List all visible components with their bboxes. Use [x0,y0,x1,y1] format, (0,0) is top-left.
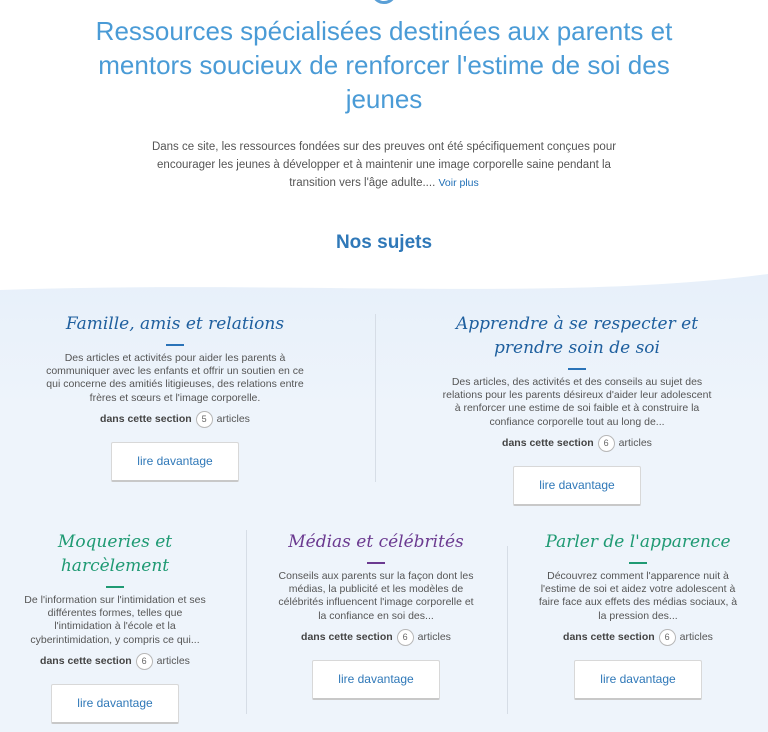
subject-card-apprendre [442,312,712,506]
card-description: De l'information sur l'intimidation et ses différentes formes, telles que l'intimidation à l'école et la cyberintimidation, y compris ce qui... [24,594,206,646]
read-more-button[interactable]: lire davantage [51,684,179,724]
title-underline [166,344,184,346]
card-description: Découvrez comment l'apparence nuit à l'estime de soi et aidez votre adolescent à faire face aux effets des médias sociaux, à la pression des... [538,570,738,622]
card-divider [246,530,247,714]
card-divider [375,314,376,482]
card-divider [507,546,508,714]
card-title: Moqueries et harcèlement [57,532,173,576]
section-label: dans cette section [40,655,132,668]
voir-plus-link[interactable]: Voir plus [438,177,479,189]
card-meta [276,629,476,646]
hero-description-text: Dans ce site, les ressources fondées sur des preuves ont été spécifiquement conçues pour encourager les jeunes à développer et à maintenir une image corporelle saine pendant la transition vers l'âge adulte.... [151,141,617,189]
title-underline [106,586,124,588]
subject-card-famille [40,312,310,482]
article-count-badge: 6 [659,629,676,646]
card-title: Famille, amis et relations [65,314,285,334]
read-more-button[interactable]: lire davantage [574,660,702,700]
read-more-button[interactable]: lire davantage [312,660,440,700]
section-label: dans cette section [100,413,192,426]
card-title: Médias et célébrités [288,532,464,552]
section-wave-decoration [0,272,768,300]
articles-label: articles [216,413,250,426]
section-label: dans cette section [301,631,393,644]
subject-card-moqueries [22,530,208,724]
articles-label: articles [417,631,451,644]
title-underline [629,562,647,564]
card-meta [442,435,712,452]
card-meta [22,653,208,670]
title-underline [367,562,385,564]
hero-description [134,138,634,192]
card-title: Parler de l'apparence [545,532,731,552]
card-description: Conseils aux parents sur la façon dont les médias, la publicité et les modèles de célébrités influencent l'image corporelle et la confiance en soi des... [278,570,474,622]
card-description: Des articles, des activités et des conseils au sujet des relations pour les parents désireux d'aider leur adolescent à renforcer une estime de soi faible et à construire la confiance corporelle tout au long de... [442,376,712,428]
read-more-button[interactable]: lire davantage [111,442,239,482]
title-underline [568,368,586,370]
card-meta [536,629,740,646]
card-title: Apprendre à se respecter et prendre soin de soi [455,314,699,358]
read-more-button[interactable]: lire davantage [513,466,641,506]
subject-card-apparence [536,530,740,700]
hero-title: Ressources spécialisées destinées aux parents et mentors soucieux de renforcer l'estime de soi des jeunes [95,16,673,114]
article-count-badge: 6 [397,629,414,646]
articles-label: articles [618,437,652,450]
article-count-badge: 5 [196,411,213,428]
articles-label: articles [679,631,713,644]
article-count-badge: 6 [598,435,615,452]
subjects-heading: Nos sujets [335,232,433,253]
section-label: dans cette section [563,631,655,644]
subject-card-medias [276,530,476,700]
articles-label: articles [156,655,190,668]
card-description: Des articles et activités pour aider les parents à communiquer avec les enfants et offrir un soutien en ce qui concerne des amitiés litigieuses, des relations entre frères et sœurs et l'image corporelle. [46,352,304,404]
card-meta [40,411,310,428]
logo-fragment [365,0,405,6]
article-count-badge: 6 [136,653,153,670]
section-label: dans cette section [502,437,594,450]
